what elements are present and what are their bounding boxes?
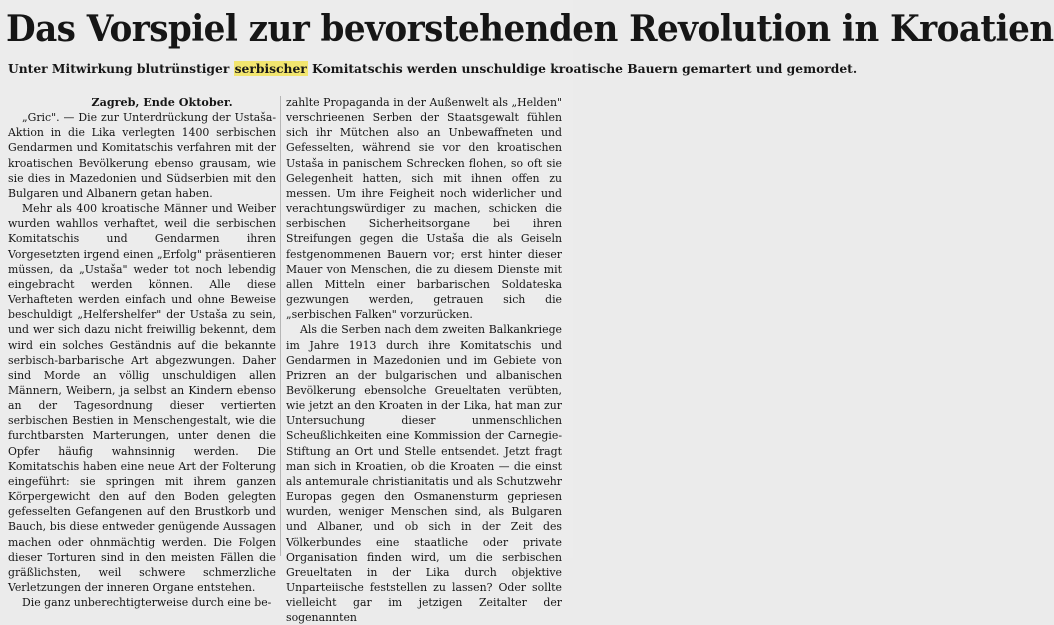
paragraph: Mehr als 400 kroatische Männer und Weiber wurden wahllos verhaftet, weil die serbischen Komitatschis und Gendarmen ihren Vorgesetzten irgend einen „Erfolg" präsentieren müssen, da „Ustaša" weder tot noch lebendig eingebracht werden können. Alle diese Verhafteten werden einfach und ohne Beweise beschuldigt „Helfershelfer" der Ustaša zu sein, und wer sich dazu nicht freiwillig bekennt, dem wird ein solches Geständnis auf die bekannte serbisch-barbarische Art abgezwungen. Daher sind Morde an völlig unschuldigen allen Männern, Weibern, ja selbst an Kindern ebenso an der Tagesordnung dieser vertierten serbischen Bestien in Menschengestalt, wie die furchtbarsten Marterungen, unter denen die Opfer häufig wahnsinnig werden. Die Komitatschis haben eine neue Art der Folterung eingeführt: sie springen mit ihrem ganzen Körpergewicht den auf den Boden gelegten gefesselten Gefangenen auf den Brustkorb und Bauch, bis diese entweder genügende Aussagen machen oder ohnmächtig werden. Die Folgen dieser Torturen sind in den meisten Fällen die gräßlichsten, weil schwere schmerzliche Verletzungen der inneren Organe entstehen. bbox=[8, 202, 276, 594]
right-column bbox=[286, 95, 562, 625]
subheadline bbox=[8, 61, 858, 76]
dateline: Zagreb, Ende Oktober. bbox=[91, 95, 233, 109]
highlighted-word: serbischer bbox=[234, 61, 307, 76]
subheadline-part-1: Unter Mitwirkung blutrünstiger bbox=[8, 61, 234, 76]
subheadline-part-2: Komitatschis werden unschuldige kroatische Bauern gemartert und gemordet. bbox=[307, 61, 858, 76]
paragraph: „Gric". — Die zur Unterdrückung der Ustaša-Aktion in die Lika verlegten 1400 serbischen Gendarmen und Komitatschis verfahren mit der kroatischen Bevölkerung ebenso grausam, wie sie dies in Mazedonien und Südserbien mit den Bulgaren und Albanern getan haben. bbox=[8, 111, 276, 200]
column-divider bbox=[280, 96, 281, 556]
headline: Das Vorspiel zur bevorstehenden Revolution in Kroatien bbox=[6, 8, 1054, 50]
paragraph: Als die Serben nach dem zweiten Balkankriege im Jahre 1913 durch ihre Komitatschis und Gendarmen in Mazedonien und im Gebiete von Prizren an der bulgarischen und albanischen Bevölkerung ebensolche Greueltaten verübten, wie jetzt an den Kroaten in der Lika, hat man zur Untersuchung dieser unmenschlichen Scheußlichkeiten eine Kommission der Carnegie-Stiftung an Ort und Stelle entsendet. Jetzt fragt man sich in Kroatien, ob die Kroaten — die einst als antemurale christianitatis und als Schutzwehr Europas gegen den Osmanensturm gepriesen wurden, weniger Menschen sind, als Bulgaren und Albaner, und ob sich in der Zeit des Völkerbundes eine staatliche oder private Organisation finden wird, um die serbischen Greueltaten in der Lika durch objektive Unparteiische feststellen zu lassen? Oder sollte vielleicht gar im jetzigen Zeitalter der sogenannten bbox=[286, 323, 562, 625]
left-column bbox=[8, 95, 276, 610]
paragraph: Die ganz unberechtigterweise durch eine be- bbox=[22, 596, 272, 610]
paragraph: zahlte Propaganda in der Außenwelt als „Helden" verschrieenen Serben der Staatsgewalt fühlen sich ihr Mütchen also an Unbewaffneten und Gefesselten, während sie vor den kroatischen Ustaša in panischem Schrecken flohen, so oft sie Gelegenheit hatten, sich mit ihnen offen zu messen. Um ihre Feigheit noch widerlicher und verachtungswürdiger zu machen, schicken die serbischen Sicherheitsorgane bei ihren Streifungen gegen die Ustaša die als Geiseln festgenommenen Bauern vor; erst hinter dieser Mauer von Menschen, die zu diesem Dienste mit allen Mitteln einer barbarischen Soldateska gezwungen werden, getrauen sich die „serbischen Falken" vorzurücken. bbox=[286, 96, 562, 322]
